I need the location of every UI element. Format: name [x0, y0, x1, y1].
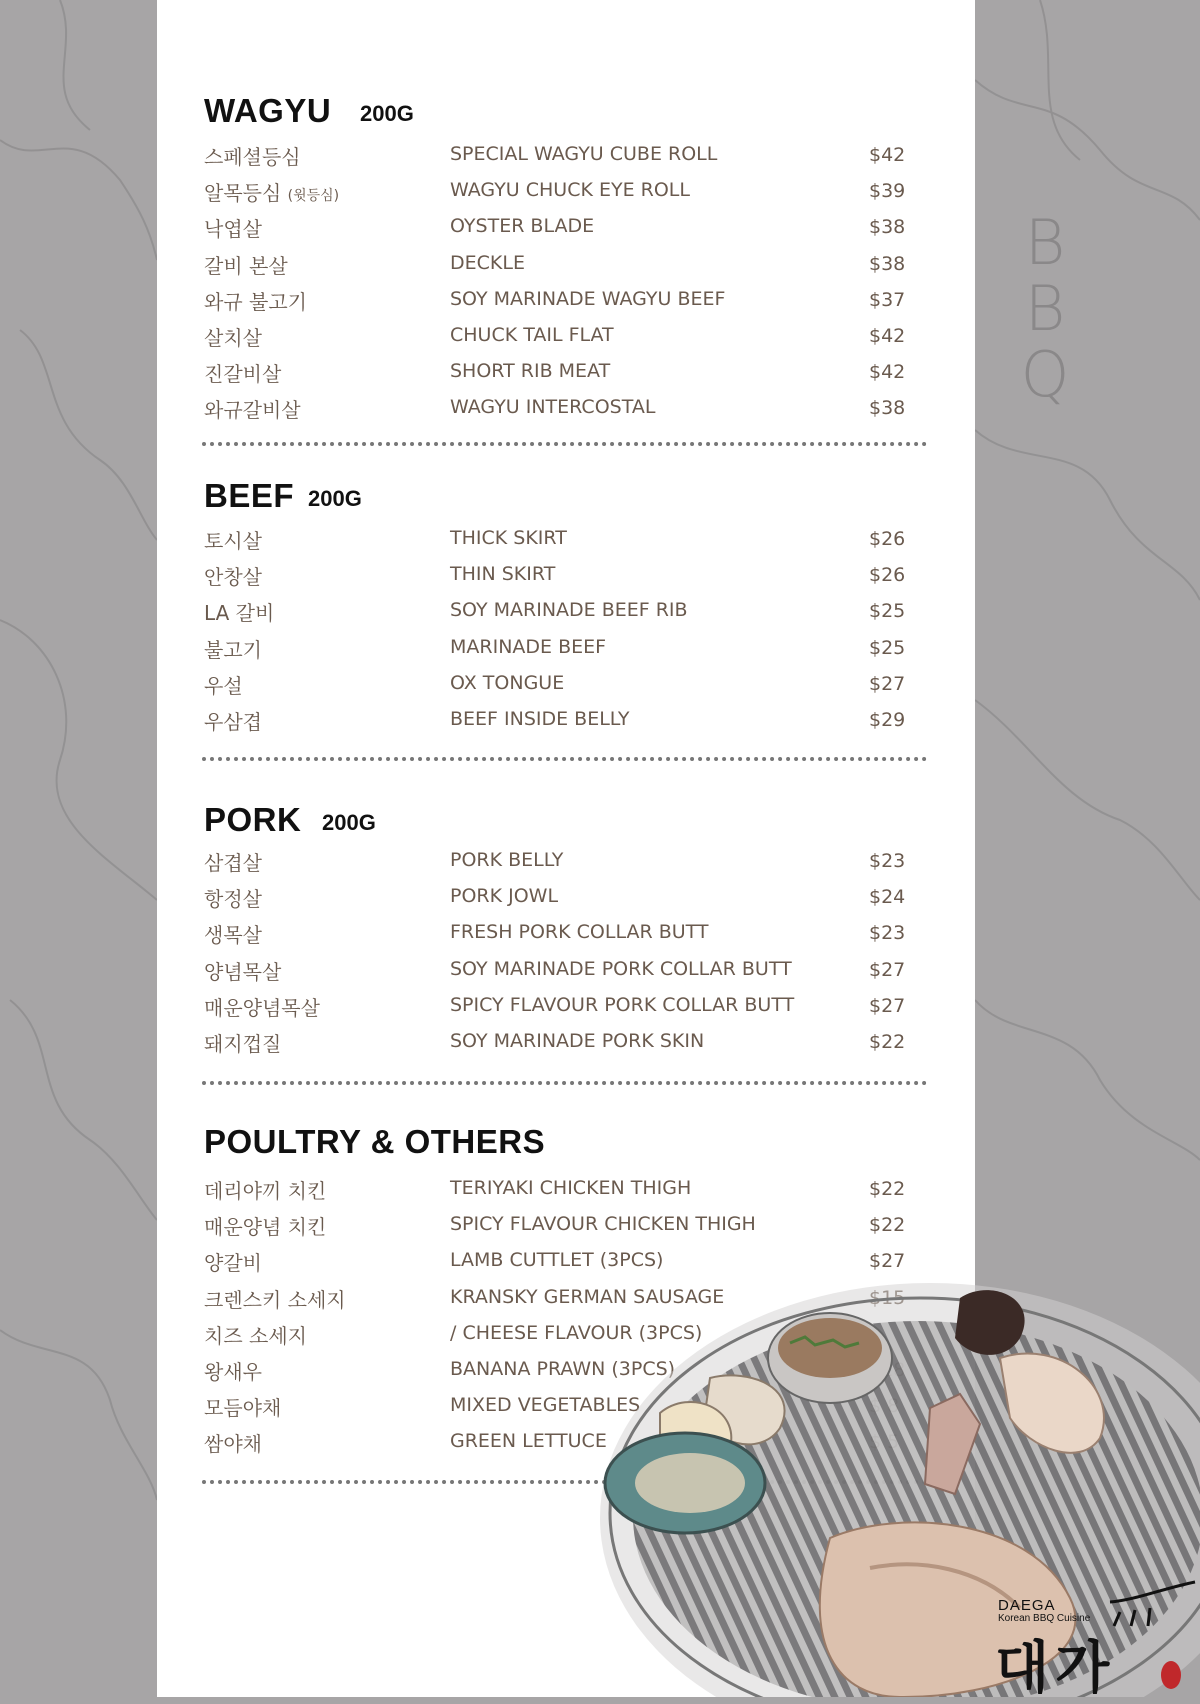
menu-item [204, 318, 929, 354]
item-price: $27 [869, 958, 906, 981]
item-price: $27 [869, 1250, 906, 1273]
menu-item [204, 246, 929, 282]
item-korean: LA 갈비 [204, 601, 275, 626]
item-english: KRANSKY GERMAN SAUSAGE [450, 1285, 725, 1308]
section-title: POULTRY & OTHERS [204, 1123, 546, 1160]
item-korean: 치즈 소세지 [204, 1323, 307, 1348]
item-korean: 불고기 [204, 637, 262, 662]
item-english: GREEN LETTUCE [450, 1430, 607, 1453]
logo-name-kr: 대가 [995, 1636, 1116, 1701]
item-korean-note: (윗등심) [287, 188, 340, 205]
item-korean: 돼지껍질 [204, 1031, 282, 1056]
item-english: THIN SKIRT [450, 563, 556, 586]
logo-name-en: DAEGA [998, 1597, 1056, 1614]
side-title-letter: B [1024, 272, 1066, 345]
item-english: SPICY FLAVOUR CHICKEN THIGH [450, 1213, 756, 1236]
item-english: WAGYU CHUCK EYE ROLL [450, 179, 690, 202]
item-price: $37 [869, 288, 906, 311]
logo-tagline: Korean BBQ Cuisine [998, 1613, 1091, 1624]
item-english: PORK BELLY [450, 849, 564, 871]
item-english: DECKLE [450, 251, 525, 274]
item-korean: 갈비 본살 [204, 253, 288, 278]
section-weight: 200G [322, 810, 376, 835]
item-price: $27 [869, 994, 906, 1017]
menu-item [204, 209, 929, 245]
item-korean: 낙엽살 [204, 217, 262, 242]
menu-item [204, 843, 929, 879]
section-title: PORK [204, 801, 302, 838]
section-weight: 200G [360, 101, 414, 126]
item-english: MIXED VEGETABLES [450, 1394, 641, 1417]
menu-item [204, 137, 929, 173]
item-korean: 양념목살 [204, 959, 282, 984]
wagyu-section [204, 92, 929, 422]
item-korean: 우설 [204, 673, 243, 698]
item-price: $42 [869, 361, 906, 384]
item-price: $26 [869, 564, 906, 587]
item-korean: 매운양념 치킨 [204, 1215, 327, 1240]
item-price: $23 [869, 850, 906, 872]
dotted-divider [202, 757, 927, 761]
item-korean: 진갈비살 [204, 362, 282, 387]
dotted-divider [202, 442, 927, 446]
item-english: FRESH PORK COLLAR BUTT [450, 921, 709, 944]
menu-item [204, 173, 929, 209]
item-english: SOY MARINADE PORK SKIN [450, 1029, 705, 1052]
section-title: WAGYU [204, 92, 332, 129]
menu-item [204, 282, 929, 318]
menu-item [204, 557, 929, 593]
menu-item [204, 666, 929, 702]
item-korean: 스페셜등심 [204, 145, 301, 169]
item-price: $29 [869, 708, 906, 731]
item-price: $25 [869, 600, 906, 623]
menu-item [204, 354, 929, 390]
dotted-divider [202, 1081, 927, 1085]
item-korean: 우삼겹 [204, 709, 262, 734]
item-korean: 안창살 [204, 565, 262, 590]
item-price: $39 [869, 180, 906, 203]
daega-logo [995, 1580, 1200, 1701]
item-korean: 왕새우 [204, 1359, 262, 1384]
pork-section [204, 801, 929, 1058]
item-english: / CHEESE FLAVOUR (3PCS) [450, 1321, 703, 1344]
item-english: BEEF INSIDE BELLY [450, 707, 630, 730]
item-english: SPECIAL WAGYU CUBE ROLL [450, 143, 718, 165]
item-english: MARINADE BEEF [450, 635, 607, 658]
item-korean: 토시살 [204, 529, 262, 553]
item-english: THICK SKIRT [450, 527, 567, 549]
item-korean: 항정살 [204, 887, 262, 912]
item-english: SOY MARINADE BEEF RIB [450, 599, 688, 622]
item-english: SHORT RIB MEAT [450, 360, 611, 383]
menu-item [204, 952, 929, 988]
item-korean: 알목등심 [204, 181, 282, 206]
menu-item [204, 702, 929, 738]
menu-item [204, 1024, 929, 1060]
bbq-side-title [1010, 206, 1080, 411]
item-korean: 양갈비 [204, 1251, 262, 1276]
item-price: $22 [869, 1214, 906, 1237]
item-english: TERIYAKI CHICKEN THIGH [450, 1177, 692, 1199]
section-title: BEEF [204, 477, 295, 514]
item-korean: 데리야끼 치킨 [204, 1179, 327, 1203]
wagyu-items [204, 137, 929, 427]
menu-item [204, 390, 929, 426]
item-price: $23 [869, 922, 906, 945]
side-title-letter: B [1024, 206, 1066, 279]
item-korean: 매운양념목살 [204, 995, 320, 1020]
section-weight: 200G [308, 486, 362, 511]
beef-section [204, 477, 929, 734]
item-korean: 생목살 [204, 923, 262, 948]
menu-item [204, 521, 929, 557]
item-korean: 크렌스키 소세지 [204, 1287, 346, 1312]
side-title-letter: Q [1020, 338, 1070, 411]
item-price: $38 [869, 397, 906, 420]
item-price: $27 [869, 672, 906, 695]
item-price: $22 [869, 1178, 906, 1200]
menu-item [204, 593, 929, 629]
menu-item [204, 1207, 929, 1243]
item-price: $38 [869, 252, 906, 275]
item-korean: 살치살 [204, 325, 262, 350]
item-korean: 쌈야채 [204, 1432, 262, 1457]
item-english: BANANA PRAWN (3PCS) [450, 1357, 676, 1380]
menu-item [204, 988, 929, 1024]
item-english: OYSTER BLADE [450, 215, 595, 238]
item-english: CHUCK TAIL FLAT [450, 323, 614, 346]
item-price: $38 [869, 216, 906, 239]
logo-seal-icon [1160, 1660, 1182, 1690]
beef-items [204, 521, 929, 738]
item-price: $42 [869, 324, 906, 347]
menu-item [204, 879, 929, 915]
item-english: WAGYU INTERCOSTAL [450, 396, 656, 419]
item-korean: 삼겹살 [204, 851, 262, 875]
item-korean: 와규갈비살 [204, 398, 301, 423]
item-price: $22 [869, 1030, 906, 1053]
menu-item [204, 630, 929, 666]
item-price: $24 [869, 886, 906, 909]
item-english: LAMB CUTTLET (3PCS) [450, 1249, 664, 1272]
item-english: OX TONGUE [450, 671, 565, 694]
item-price: $26 [869, 528, 906, 550]
item-price: $25 [869, 636, 906, 659]
item-english: PORK JOWL [450, 885, 559, 908]
logo-roof-icon [1105, 1580, 1200, 1630]
item-english: SOY MARINADE PORK COLLAR BUTT [450, 957, 792, 980]
menu-item [204, 915, 929, 951]
item-english: SPICY FLAVOUR PORK COLLAR BUTT [450, 993, 795, 1016]
item-korean: 와규 불고기 [204, 289, 307, 314]
item-english: SOY MARINADE WAGYU BEEF [450, 287, 726, 310]
item-price: $42 [869, 144, 906, 166]
item-korean-wrap [204, 177, 339, 206]
pork-items [204, 843, 929, 1060]
item-korean: 모듬야채 [204, 1396, 282, 1421]
menu-item [204, 1171, 929, 1207]
